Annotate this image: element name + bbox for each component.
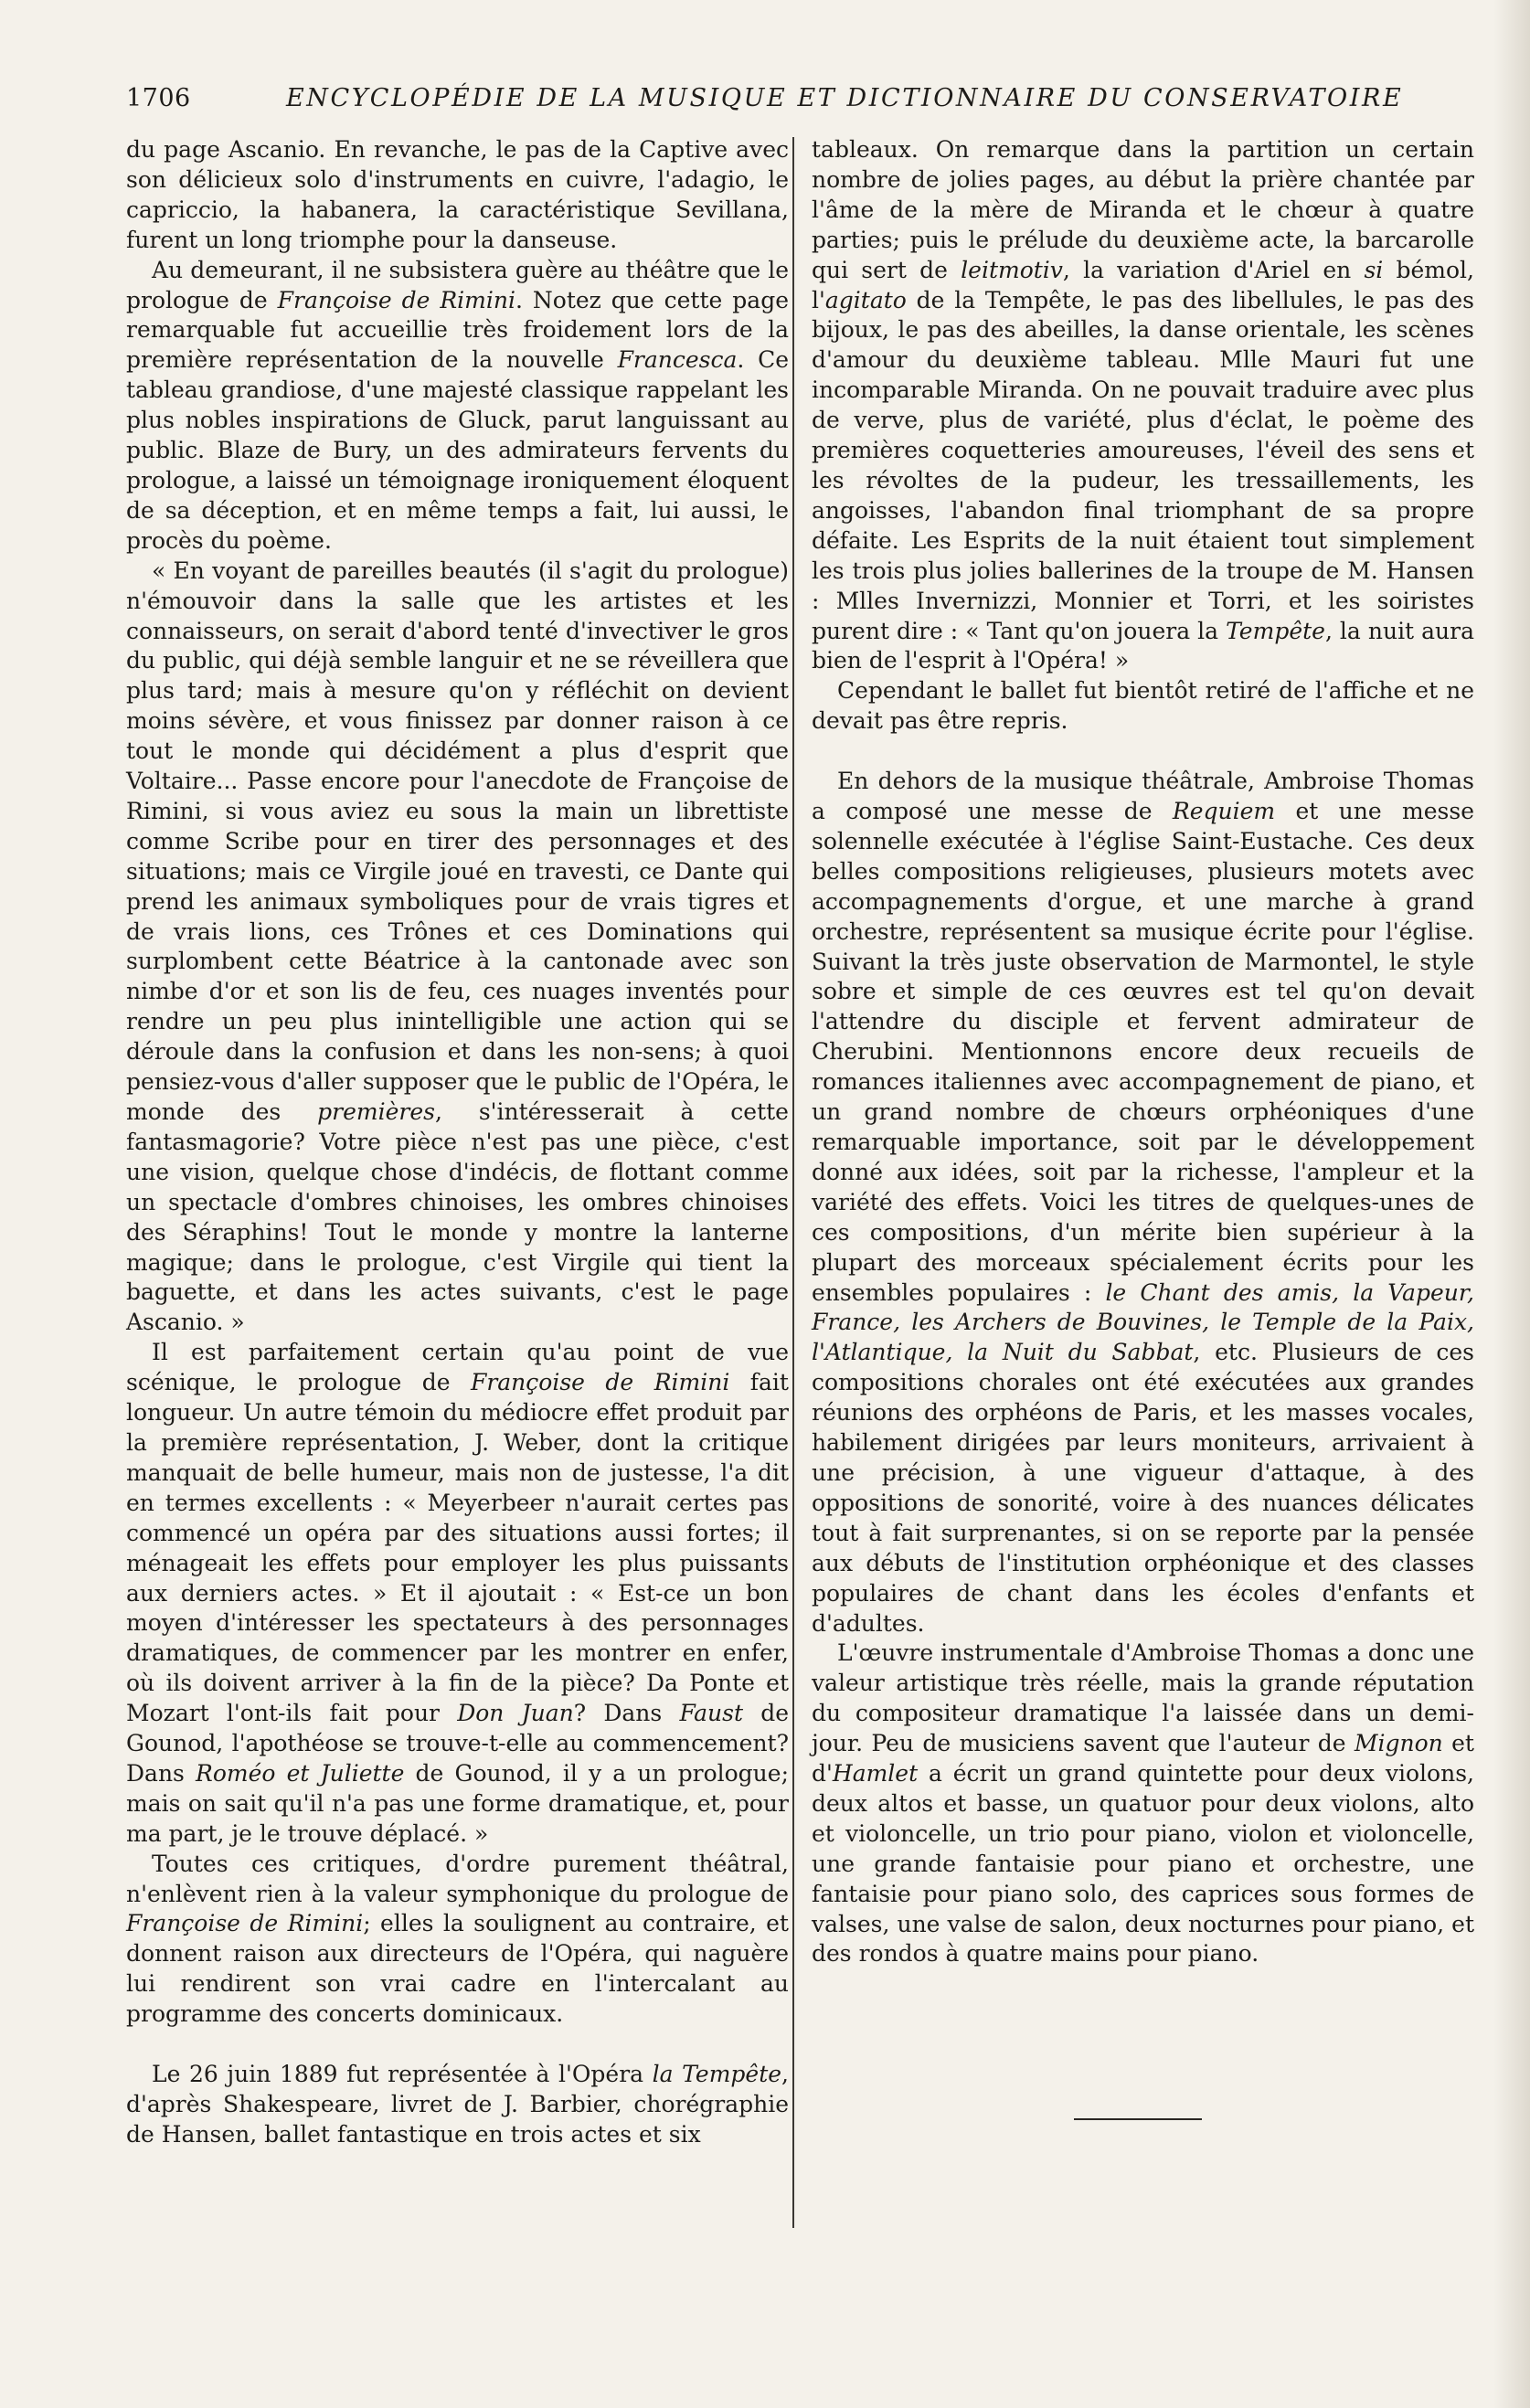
- paragraph: tableaux. On remarque dans la partition un certain nombre de jolies pages, au début la prière chantée par l'âme de la mère de Miranda et le chœur à quatre parties; puis le prélude du deuxième acte, la barcarolle qui sert de leitmotiv, la variation d'Ariel en si bémol, l'agitato de la Tempête, le pas des libellules, le pas des bijoux, le pas des abeilles, la danse orientale, les scènes d'amour du deuxième tableau. Mlle Mauri fut une incomparable Miranda. On ne pouvait traduire avec plus de verve, plus de variété, plus d'éclat, le poème des premières coquetteries amoureuses, l'éveil des sens et les révoltes de la pudeur, les tressaillements, les angoisses, l'abandon final triomphant de sa propre défaite. Les Esprits de la nuit étaient tout simplement les trois plus jolies ballerines de la troupe de M. Hansen : Mlles Invernizzi, Monnier et Torri, et les soiristes purent dire : « Tant qu'on jouera la Tempête, la nuit aura bien de l'esprit à l'Opéra! »: [812, 136, 1474, 674]
- page-edge-shadow: [1493, 0, 1530, 2408]
- paragraph: Toutes ces critiques, d'ordre purement théâtral, n'enlèvent rien à la valeur symphonique du prologue de Françoise de Rimini; elles la soulignent au contraire, et donnent raison aux directeurs de l'Opéra, qui naguère lui rendirent son vrai cadre en l'intercalant au programme des concerts dominicaux.: [126, 1850, 789, 2028]
- paragraph: L'œuvre instrumentale d'Ambroise Thomas a donc une valeur artistique très réelle, mais la grande réputation du compositeur dramatique l'a laissée dans un demi-jour. Peu de musiciens savent que l'auteur de Mignon et d'Hamlet a écrit un grand quintette pour deux violons, deux altos et basse, un quatuor pour deux violons, alto et violoncelle, un trio pour piano, violon et violoncelle, une grande fantaisie pour piano et orchestre, une fantaisie pour piano solo, des caprices sous formes de valses, une valse de salon, deux nocturnes pour piano, et des rondos à quatre mains pour piano.: [812, 1639, 1474, 1968]
- end-rule: [1074, 2118, 1202, 2120]
- paragraph: du page Ascanio. En revanche, le pas de la Captive avec son délicieux solo d'instruments en cuivre, l'adagio, le capriccio, la habanera, la caractéristique Sevillana, furent un long triomphe pour la danseuse.: [126, 136, 789, 253]
- left-column: [126, 135, 789, 2150]
- paragraph: Le 26 juin 1889 fut représentée à l'Opéra la Tempête, d'après Shakespeare, livret de J. Barbier, chorégraphie de Hansen, ballet fantastique en trois actes et six: [126, 2061, 789, 2148]
- paragraph: Cependant le ballet fut bientôt retiré de l'affiche et ne devait pas être repris.: [812, 677, 1474, 735]
- paragraph: En dehors de la musique théâtrale, Ambroise Thomas a composé une messe de Requiem et une messe solennelle exécutée à l'église Saint-Eustache. Ces deux belles compositions religieuses, plusieurs motets avec accompagnements d'orgue, et une marche à grand orchestre, représentent sa musique écrite pour l'église. Suivant la très juste observation de Marmontel, le style sobre et simple de ces œuvres est tel qu'on devait l'attendre du disciple et fervent admirateur de Cherubini. Mentionnons encore deux recueils de romances italiennes avec accompagnement de piano, et un grand nombre de chœurs orphéoniques d'une remarquable importance, soit par le développement donné aux idées, soit par la richesse, l'ampleur et la variété des effets. Voici les titres de quelques-unes de ces compositions, d'un mérite bien supérieur à la plupart des morceaux spécialement écrits pour les ensembles populaires : le Chant des amis, la Vapeur, France, les Archers de Bouvines, le Temple de la Paix, l'Atlantique, la Nuit du Sabbat, etc. Plusieurs de ces compositions chorales ont été exécutées aux grandes réunions des orphéons de Paris, et les masses vocales, habilement dirigées par leurs moniteurs, arrivaient à une précision, à une vigueur d'attaque, à des oppositions de sonorité, voire à des nuances délicates tout à fait surprenantes, si on se reporte par la pensée aux débuts de l'institution orphéonique et des classes populaires de chant dans les écoles d'enfants et d'adultes.: [812, 768, 1475, 1637]
- running-title: ENCYCLOPÉDIE DE LA MUSIQUE ET DICTIONNAIRE DU CONSERVATOIRE: [286, 84, 1404, 112]
- column-divider: [792, 137, 794, 2228]
- right-column: [812, 135, 1474, 1969]
- page-number: 1706: [126, 84, 191, 112]
- paragraph: Il est parfaitement certain qu'au point de vue scénique, le prologue de Françoise de Rimini fait longueur. Un autre témoin du médiocre effet produit par la première représentation, J. Weber, dont la critique manquait de belle humeur, mais non de justesse, l'a dit en termes excellents : « Meyerbeer n'aurait certes pas commencé un opéra par des situations aussi fortes; il ménageait les effets pour employer les plus puissants aux derniers actes. » Et il ajoutait : « Est-ce un bon moyen d'intéresser les spectateurs à des personnages dramatiques, de commencer par les montrer en enfer, où ils doivent arriver à la fin de la pièce? Da Ponte et Mozart l'ont-ils fait pour Don Juan? Dans Faust de Gounod, l'apothéose se trouve-t-elle au commencement? Dans Roméo et Juliette de Gounod, il y a un prologue; mais on sait qu'il n'a pas une forme dramatique, et, pour ma part, je le trouve déplacé. »: [126, 1339, 790, 1847]
- quotation-paragraph: « En voyant de pareilles beautés (il s'agit du prologue) n'émouvoir dans la salle que les artistes et les connaisseurs, on serait d'abord tenté d'invectiver le gros du public, qui déjà semble languir et ne se réveillera que plus tard; mais à mesure qu'on y réfléchit on devient moins sévère, et vous finissez par donner raison à ce tout le monde qui décidément a plus d'esprit que Voltaire... Passe encore pour l'anecdote de Françoise de Rimini, si vous aviez eu sous la main un librettiste comme Scribe pour en tirer des personnages et des situations; mais ce Virgile joué en travesti, ce Dante qui prend les animaux symboliques pour de vrais tigres et de vrais lions, ces Trônes et ces Dominations qui surplombent cette Béatrice à la cantonade avec son nimbe d'or et son lis de feu, ces nuages inventés pour rendre un peu plus inintelligible une action qui se déroule dans la confusion et dans les non-sens; à quoi pensiez-vous d'aller supposer que le public de l'Opéra, le monde des premières, s'intéresserait à cette fantasmagorie? Votre pièce n'est pas une pièce, c'est une vision, quelque chose d'indécis, de flottant comme un spectacle d'ombres chinoises, les ombres chinoises des Séraphins! Tout le monde y montre la lanterne magique; dans le prologue, c'est Virgile qui tient la baguette, et dans les actes suivants, c'est le page Ascanio. »: [126, 557, 789, 1336]
- paragraph: Au demeurant, il ne subsistera guère au théâtre que le prologue de Françoise de Rimini. Notez que cette page remarquable fut accueillie très froidement lors de la première représentation de la nouvelle Francesca. Ce tableau grandiose, d'une majesté classique rappelant les plus nobles inspirations de Gluck, parut languissant au public. Blaze de Bury, un des admirateurs fervents du prologue, a laissé un témoignage ironiquement éloquent de sa déception, et en même temps a fait, lui aussi, le procès du poème.: [126, 256, 790, 554]
- page-header: [126, 84, 1404, 121]
